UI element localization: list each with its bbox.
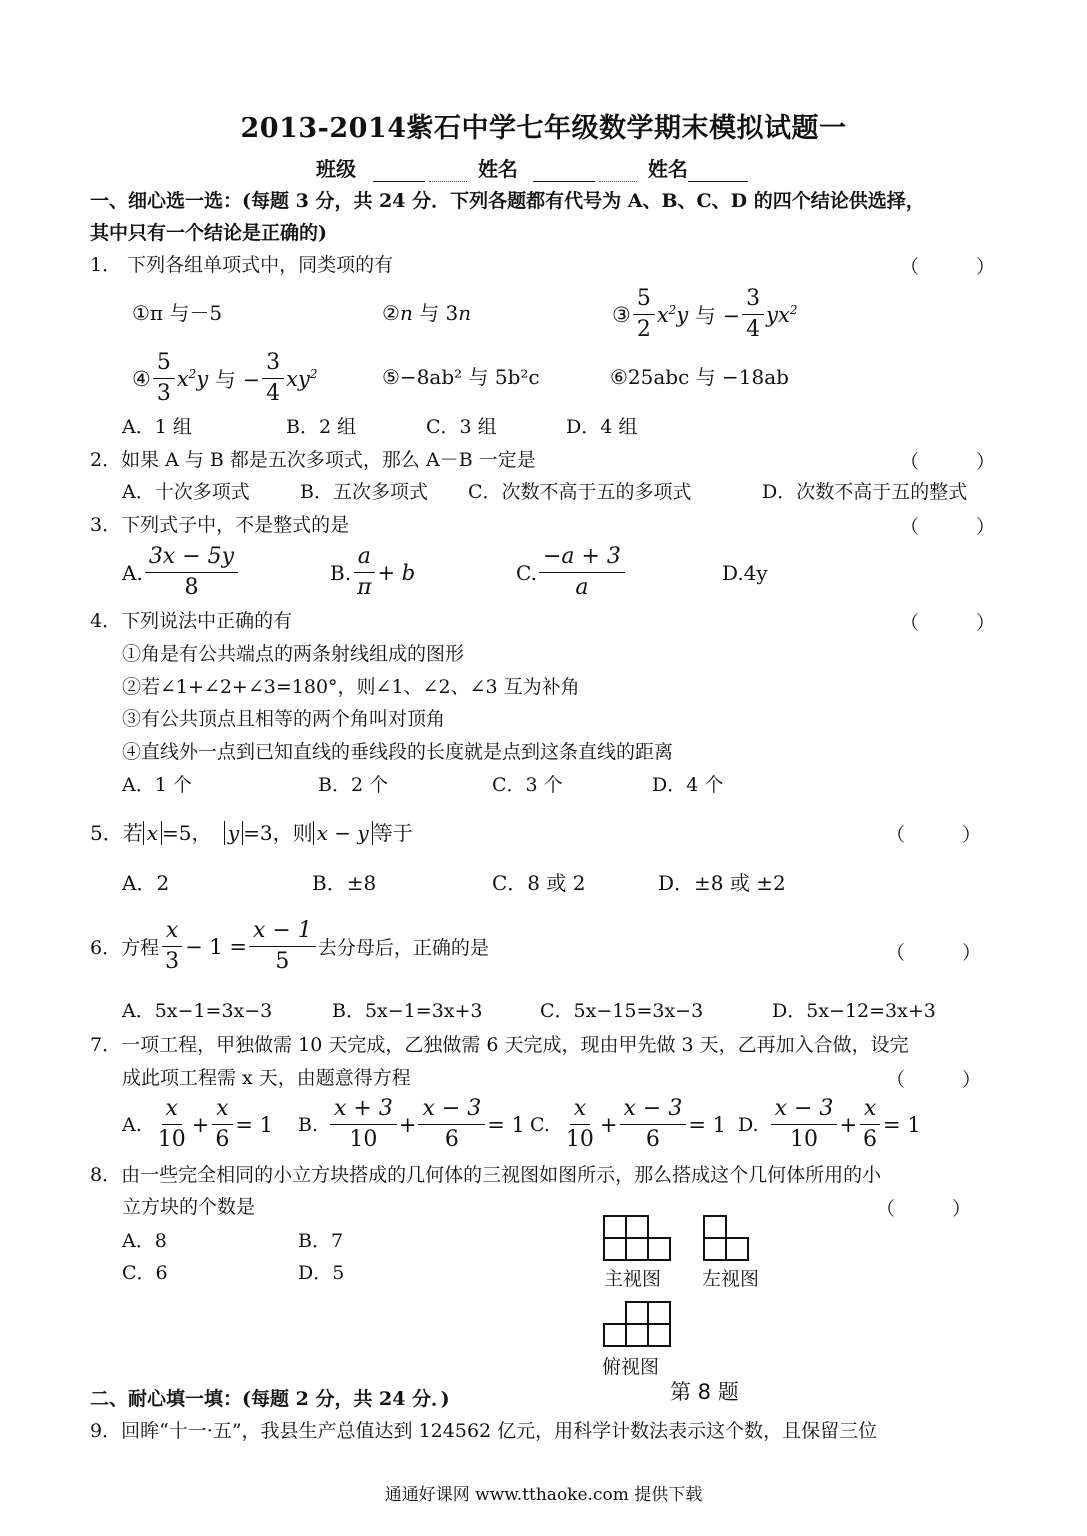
q4-option-d[interactable]: D．4 个 bbox=[652, 774, 724, 796]
q3-option-d[interactable]: D.4y bbox=[722, 561, 768, 585]
q4-option-a[interactable]: A．1 个 bbox=[122, 774, 192, 796]
q1-item2: ②n 与 3n bbox=[382, 301, 472, 325]
q4-option-c[interactable]: C．3 个 bbox=[492, 774, 563, 796]
q8-stem: 8．由一些完全相同的小立方块搭成的几何体的三视图如图所示，那么搭成这个几何体所用的小 bbox=[90, 1164, 882, 1186]
answer-paren[interactable]: （ ） bbox=[900, 516, 996, 538]
exam-title: 2013-2014紫石中学七年级数学期末模拟试题一 bbox=[240, 113, 847, 144]
three-view-figure bbox=[596, 1206, 766, 1402]
q5-stem: 5．若 x =5， y =3，则 x − y 等于 bbox=[90, 821, 413, 845]
q7-option-d[interactable]: D. $\frac{x - 3}{10}$ + $\frac{x}{6}$ = 1 bbox=[738, 1096, 921, 1152]
q2-option-d[interactable]: D．次数不高于五的整式 bbox=[762, 481, 968, 503]
q8-option-c[interactable]: C．6 bbox=[122, 1262, 168, 1284]
q4-statement-2: ②若∠1+∠2+∠3=180°，则∠1、∠2、∠3 互为补角 bbox=[122, 676, 580, 698]
q8-stem-cont: 立方块的个数是 bbox=[122, 1196, 256, 1218]
left-view-label: 左视图 bbox=[702, 1268, 760, 1290]
student-info-row bbox=[316, 156, 748, 182]
q2-option-a[interactable]: A．十次多项式 bbox=[122, 481, 250, 503]
answer-paren[interactable]: （ ） bbox=[886, 942, 982, 964]
q1-item3: ③ $\frac{5}{2}$ $x^2y$ 与 − $\frac{3}{4}$ $yx^2$ bbox=[612, 286, 798, 342]
main-view-label: 主视图 bbox=[604, 1268, 662, 1290]
q7-option-b[interactable]: B. $\frac{x + 3}{10}$ + $\frac{x - 3}{6}$ = 1 bbox=[298, 1096, 525, 1152]
q5-option-b[interactable]: B．±8 bbox=[312, 871, 377, 895]
class-blank[interactable] bbox=[373, 181, 425, 182]
q1-item6: ⑥25abc 与 −18ab bbox=[610, 365, 789, 389]
answer-paren[interactable]: （ ） bbox=[900, 256, 996, 278]
q4-stem: 4．下列说法中正确的有 bbox=[90, 610, 293, 632]
q5-option-c[interactable]: C．8 或 2 bbox=[492, 871, 586, 895]
figure-caption: 第 8 题 bbox=[670, 1380, 739, 1404]
q7-option-c[interactable]: C. $\frac{x}{10}$ + $\frac{x - 3}{6}$ = 1 bbox=[530, 1096, 726, 1152]
q4-option-b[interactable]: B．2 个 bbox=[318, 774, 389, 796]
q7-stem: 7．一项工程，甲独做需 10 天完成，乙独做需 6 天完成，现由甲先做 3 天，乙再加入合做，设完 bbox=[90, 1034, 909, 1056]
q6-option-a[interactable]: A．5x−1=3x−3 bbox=[122, 1000, 273, 1022]
q6-option-d[interactable]: D．5x−12=3x+3 bbox=[772, 1000, 936, 1022]
class-label: 班级 bbox=[316, 157, 356, 181]
q5-option-a[interactable]: A．2 bbox=[122, 871, 170, 895]
q7-stem-cont: 成此项工程需 x 天，由题意得方程 bbox=[122, 1067, 411, 1089]
section2-heading: 二、耐心填一填：(每题 2 分，共 24 分．) bbox=[90, 1388, 450, 1410]
name-label-2: 姓名 bbox=[647, 157, 688, 181]
name-blank-2[interactable] bbox=[688, 181, 748, 182]
q9-stem: 9．回眸“十一·五”，我县生产总值达到 124562 亿元，用科学计数法表示这个数，且保留三位 bbox=[90, 1420, 878, 1442]
q1-stem: 1． 下列各组单项式中，同类项的有 bbox=[90, 254, 394, 276]
q1-option-d[interactable]: D．4 组 bbox=[566, 416, 638, 438]
q3-option-a[interactable]: A. $\frac{3x - 5y}{8}$ bbox=[122, 542, 240, 603]
page-footer: 通通好课网 www.tthaoke.com 提供下载 bbox=[384, 1485, 703, 1505]
q3-stem: 3．下列式子中，不是整式的是 bbox=[90, 514, 350, 536]
q4-statement-4: ④直线外一点到已知直线的垂线段的长度就是点到这条直线的距离 bbox=[122, 741, 674, 763]
top-view-label: 俯视图 bbox=[602, 1356, 660, 1378]
answer-paren[interactable]: （ ） bbox=[900, 451, 996, 473]
section1-heading: 一、细心选一选：(每题 3 分，共 24 分．下列各题都有代号为 A、B、C、D 的四个结论供选择， bbox=[90, 190, 925, 212]
q8-option-b[interactable]: B．7 bbox=[298, 1230, 344, 1252]
q1-option-c[interactable]: C．3 组 bbox=[426, 416, 497, 438]
q6-option-c[interactable]: C．5x−15=3x−3 bbox=[540, 1000, 704, 1022]
name-label: 姓名 bbox=[477, 157, 518, 181]
answer-paren[interactable]: （ ） bbox=[900, 612, 996, 634]
q2-option-c[interactable]: C．次数不高于五的多项式 bbox=[468, 481, 692, 503]
dots bbox=[429, 181, 467, 182]
q1-option-b[interactable]: B．2 组 bbox=[286, 416, 357, 438]
q1-item4: ④ $\frac{5}{3}$ $x^2y$ 与 − $\frac{3}{4}$ $xy^2$ bbox=[132, 350, 318, 406]
q1-option-a[interactable]: A．1 组 bbox=[122, 416, 192, 438]
q5-option-d[interactable]: D．±8 或 ±2 bbox=[658, 871, 786, 895]
q1-item5: ⑤−8ab² 与 5b²c bbox=[382, 365, 540, 389]
q8-option-d[interactable]: D．5 bbox=[298, 1262, 345, 1284]
dots bbox=[599, 181, 637, 182]
q6-option-b[interactable]: B．5x−1=3x+3 bbox=[332, 1000, 483, 1022]
q7-option-a[interactable]: A. $\frac{x}{10}$ + $\frac{x}{6}$ = 1 bbox=[122, 1096, 274, 1152]
q4-statement-1: ①角是有公共端点的两条射线组成的图形 bbox=[122, 643, 465, 665]
q1-item1: ①π 与－5 bbox=[132, 301, 223, 325]
q4-statement-3: ③有公共顶点且相等的两个角叫对顶角 bbox=[122, 708, 446, 730]
q3-option-c[interactable]: C. $\frac{-a + 3}{a}$ bbox=[516, 542, 627, 603]
q2-option-b[interactable]: B．五次多项式 bbox=[300, 481, 428, 503]
section1-heading-cont: 其中只有一个结论是正确的) bbox=[90, 222, 327, 244]
q6-stem: 6．方程 $\frac{x}{3}$ − 1 = $\frac{x - 1}{5}$ 去分母后，正确的是 bbox=[90, 918, 489, 974]
answer-paren[interactable]: （ ） bbox=[886, 1069, 982, 1091]
name-blank[interactable] bbox=[533, 181, 595, 182]
answer-paren[interactable]: （ ） bbox=[886, 824, 982, 846]
answer-paren[interactable]: （ ） bbox=[876, 1198, 972, 1220]
q2-stem: 2．如果 A 与 B 都是五次多项式，那么 A－B 一定是 bbox=[90, 449, 536, 471]
q3-option-b[interactable]: B. $\frac{a}{\pi}$ + b bbox=[330, 544, 416, 600]
q8-option-a[interactable]: A．8 bbox=[122, 1230, 167, 1252]
